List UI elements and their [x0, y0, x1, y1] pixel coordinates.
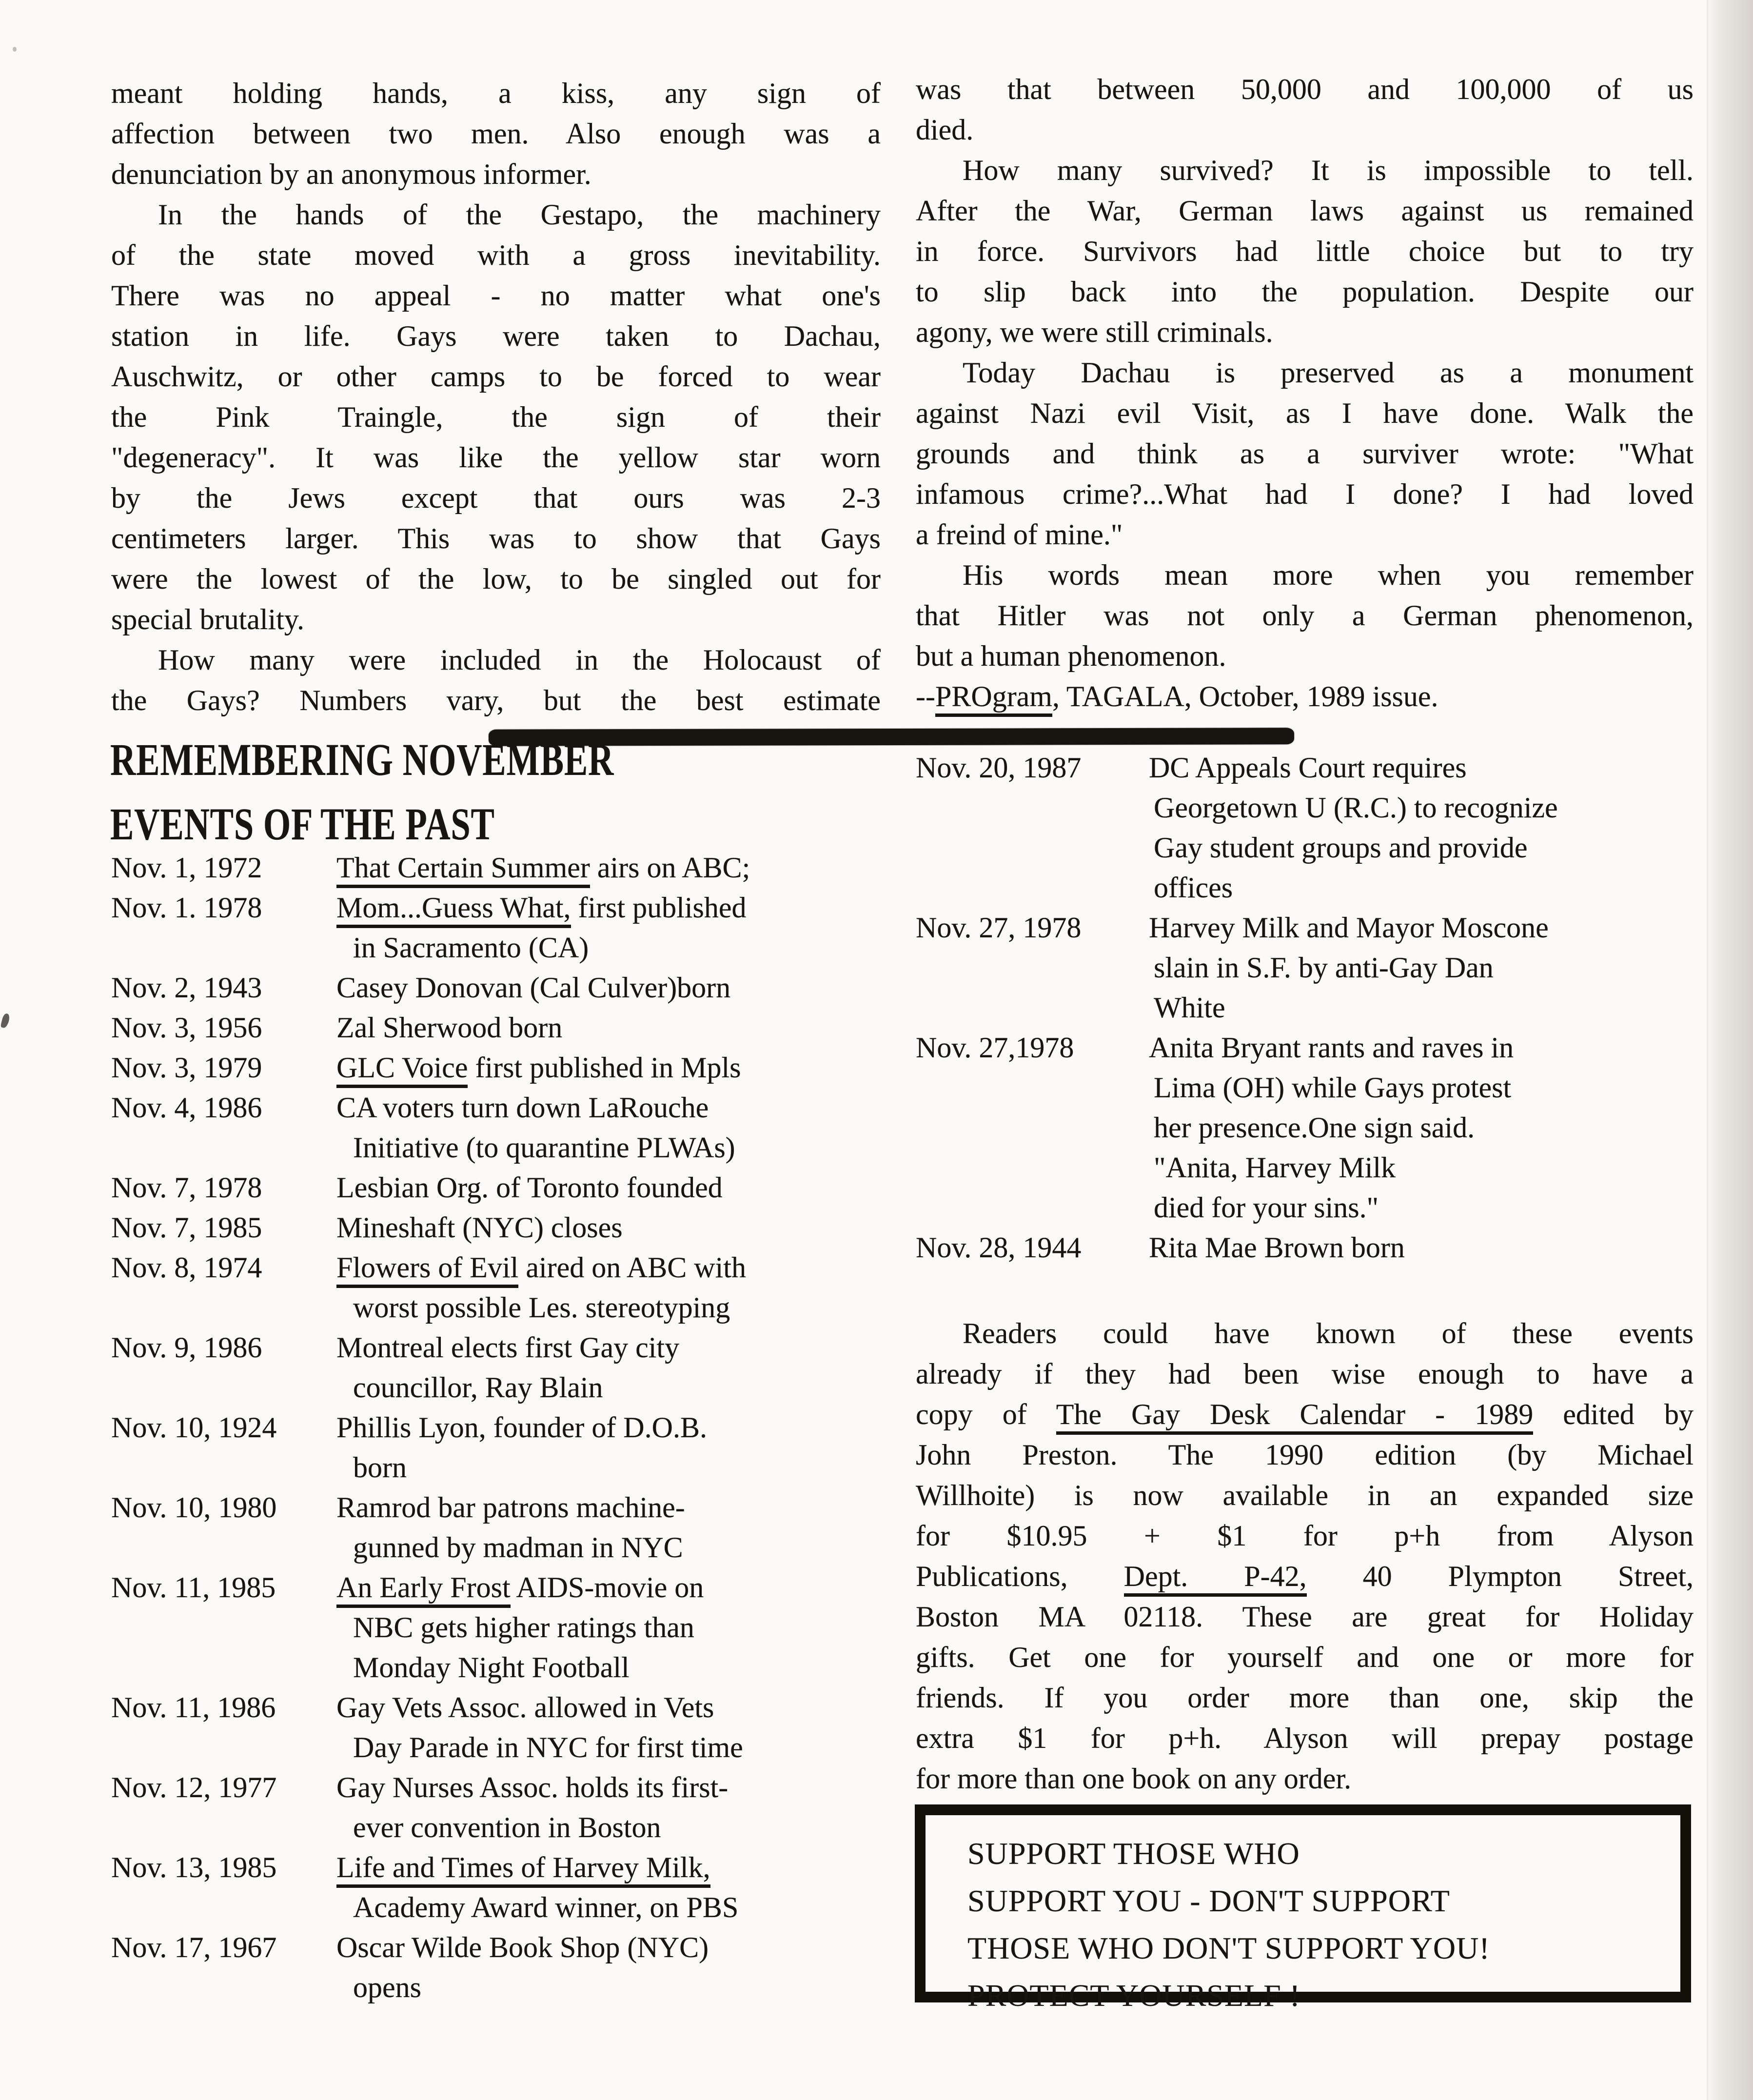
calendar-note	[916, 1313, 1694, 1799]
event-date: Nov. 17, 1967	[111, 1931, 277, 1963]
event-row	[111, 1487, 896, 1567]
text-line: Boston MA 02118. These are great for Holiday	[916, 1601, 1694, 1633]
text-line: agony, we were still criminals.	[916, 316, 1273, 348]
text-line: station in life. Gays were taken to Dachau,	[111, 320, 881, 352]
event-description	[336, 1048, 896, 1088]
event-description	[336, 1088, 896, 1168]
text-line: Readers could have known of these events	[963, 1317, 1694, 1349]
event-row	[111, 888, 896, 968]
text-line: CA voters turn down LaRouche	[336, 1091, 709, 1124]
text-line: SUPPORT YOU - DON'T SUPPORT	[967, 1883, 1450, 1918]
event-date: Nov. 12, 1977	[111, 1771, 277, 1803]
event-date: Nov. 27, 1978	[916, 911, 1082, 944]
event-row	[916, 908, 1701, 1028]
text-line: Gay Vets Assoc. allowed in Vets	[336, 1691, 714, 1724]
event-row	[111, 1168, 896, 1208]
event-description	[336, 1248, 896, 1327]
text-line: copy of The Gay Desk Calendar - 1989 edited by	[916, 1394, 1694, 1435]
text-line: that Hitler was not only a German phenomenon,	[916, 599, 1694, 632]
event-description	[336, 1487, 896, 1567]
text-line: worst possible Les. stereotyping	[353, 1291, 730, 1324]
event-description	[336, 1687, 896, 1767]
underlined-text: GLC Voice	[336, 1051, 468, 1088]
scan-artifact	[13, 47, 17, 52]
text-line: gunned by madman in NYC	[353, 1531, 683, 1564]
text-line: Mom...Guess What, first published	[336, 888, 896, 928]
text-line: His words mean more when you remember	[963, 559, 1694, 591]
event-description	[336, 1767, 896, 1847]
text-line: Day Parade in NYC for first time	[353, 1731, 743, 1763]
text-line: Flowers of Evil aired on ABC with	[336, 1248, 896, 1288]
text-line: were the lowest of the low, to be singled out for	[111, 563, 881, 595]
text-line: "Anita, Harvey Milk	[1154, 1151, 1396, 1184]
text-line: --PROgram, TAGALA, October, 1989 issue.	[916, 676, 1694, 717]
event-description	[336, 888, 896, 968]
text-line: Casey Donovan (Cal Culver)born	[336, 971, 731, 1004]
section-heading	[110, 734, 756, 851]
text-line: Academy Award winner, on PBS	[353, 1891, 739, 1923]
text-line: a freind of mine."	[916, 518, 1123, 551]
text-line: Mineshaft (NYC) closes	[336, 1211, 623, 1244]
text-line: friends. If you order more than one, skip the	[916, 1682, 1694, 1714]
text-line: offices	[1154, 872, 1233, 904]
support-box	[915, 1804, 1691, 2013]
event-row	[111, 1248, 896, 1327]
text-line: Lima (OH) while Gays protest	[1154, 1071, 1512, 1104]
text-line: for more than one book on any order.	[916, 1763, 1352, 1795]
underlined-text: That Certain Summer	[336, 852, 590, 888]
text-line: born	[353, 1451, 407, 1484]
event-date: Nov. 3, 1956	[111, 1011, 262, 1044]
events-list-left	[111, 848, 896, 2007]
event-date: Nov. 9, 1986	[111, 1331, 262, 1364]
event-row	[111, 1767, 896, 1847]
page-edge-shadow	[1706, 0, 1753, 2100]
event-row	[916, 1028, 1701, 1228]
underlined-text: PROgram	[935, 680, 1052, 717]
text-line: That Certain Summer airs on ABC;	[336, 848, 896, 888]
event-description	[336, 1567, 896, 1687]
text-line: was that between 50,000 and 100,000 of us	[916, 73, 1694, 105]
event-description	[336, 1407, 896, 1487]
text-line: Anita Bryant rants and raves in	[1149, 1031, 1514, 1064]
text-line: Ramrod bar patrons machine-	[336, 1491, 685, 1524]
text-line: to slip back into the population. Despite our	[916, 276, 1694, 308]
text-line: gifts. Get one for yourself and one or more for	[916, 1641, 1694, 1673]
event-row	[111, 848, 896, 888]
text-line: Willhoite) is now available in an expanded size	[916, 1479, 1694, 1511]
text-line: There was no appeal - no matter what one's	[111, 279, 881, 312]
text-line: infamous crime?...What had I done? I had loved	[916, 478, 1694, 510]
event-row	[111, 1008, 896, 1048]
text-line: affection between two men. Also enough was a	[111, 118, 881, 150]
text-line: John Preston. The 1990 edition (by Michael	[916, 1439, 1694, 1471]
text-line: extra $1 for p+h. Alyson will prepay postage	[916, 1722, 1694, 1754]
event-date: Nov. 1, 1972	[111, 852, 262, 884]
text-line: Monday Night Football	[353, 1651, 630, 1684]
underlined-text: An Early Frost	[336, 1571, 511, 1608]
event-date: Nov. 10, 1980	[111, 1491, 277, 1524]
text-line: the Pink Traingle, the sign of their	[111, 401, 881, 433]
event-date: Nov. 27,1978	[916, 1031, 1074, 1064]
event-description	[336, 1847, 896, 1927]
event-description	[1149, 908, 1701, 1028]
text-line: slain in S.F. by anti-Gay Dan	[1154, 951, 1494, 984]
text-line: Georgetown U (R.C.) to recognize	[1154, 792, 1558, 824]
text-line: GLC Voice first published in Mpls	[336, 1048, 896, 1088]
text-line: Publications, Dept. P-42, 40 Plympton Street,	[916, 1556, 1694, 1597]
text-line: Rita Mae Brown born	[1149, 1231, 1405, 1264]
section-heading-line2: EVENTS OF THE PAST	[110, 799, 495, 850]
event-row	[111, 1407, 896, 1487]
event-description	[336, 968, 896, 1008]
text-line: died for your sins."	[1154, 1191, 1379, 1224]
text-line: centimeters larger. This was to show that Gays	[111, 522, 881, 555]
text-line: opens	[353, 1971, 421, 2003]
text-line: in Sacramento (CA)	[353, 931, 589, 964]
text-line: but a human phenomenon.	[916, 640, 1226, 672]
event-row	[111, 1048, 896, 1088]
event-date: Nov. 2, 1943	[111, 971, 262, 1004]
scan-artifact	[0, 1013, 11, 1029]
event-row	[111, 1327, 896, 1407]
event-row	[111, 1088, 896, 1168]
text-line: Today Dachau is preserved as a monument	[963, 357, 1694, 389]
text-line: died.	[916, 114, 974, 146]
event-description	[336, 1168, 896, 1208]
text-line: SUPPORT THOSE WHO	[967, 1836, 1300, 1871]
text-line: White	[1154, 991, 1225, 1024]
text-line: Zal Sherwood born	[336, 1011, 563, 1044]
underlined-text: Mom...Guess What,	[336, 892, 571, 928]
text-line: meant holding hands, a kiss, any sign of	[111, 77, 881, 109]
text-line: in force. Survivors had little choice but to try	[916, 235, 1694, 267]
event-description	[336, 1927, 896, 2007]
event-description	[1149, 1028, 1701, 1228]
text-line: Phillis Lyon, founder of D.O.B.	[336, 1411, 707, 1444]
text-line: "degeneracy". It was like the yellow star worn	[111, 441, 881, 474]
text-line	[336, 1847, 896, 1887]
text-line: An Early Frost AIDS-movie on	[336, 1567, 896, 1607]
event-description	[336, 1327, 896, 1407]
event-row	[916, 748, 1701, 908]
text-line: After the War, German laws against us remained	[916, 195, 1694, 227]
event-date: Nov. 11, 1986	[111, 1691, 276, 1724]
text-line: NBC gets higher ratings than	[353, 1611, 694, 1644]
event-date: Nov. 4, 1986	[111, 1091, 262, 1124]
text-line: for $10.95 + $1 for p+h from Alyson	[916, 1520, 1694, 1552]
text-line: PROTECT YOURSELF !	[967, 1978, 1300, 2013]
event-date: Nov. 1. 1978	[111, 892, 262, 924]
event-row	[111, 1927, 896, 2007]
event-date: Nov. 8, 1974	[111, 1251, 262, 1284]
text-line: of the state moved with a gross inevitability.	[111, 239, 881, 271]
event-row	[111, 1208, 896, 1248]
event-date: Nov. 28, 1944	[916, 1231, 1082, 1264]
underlined-text: Flowers of Evil	[336, 1251, 518, 1288]
events-list-right	[916, 748, 1701, 1268]
event-description	[1149, 748, 1701, 908]
text-line: THOSE WHO DON'T SUPPORT YOU!	[967, 1931, 1490, 1965]
text-line: the Gays? Numbers vary, but the best estimate	[111, 684, 881, 716]
underlined-text: Dept. P-42,	[1124, 1560, 1307, 1597]
text-line: her presence.One sign said.	[1154, 1111, 1475, 1144]
text-line: Oscar Wilde Book Shop (NYC)	[336, 1931, 709, 1963]
event-description	[336, 1008, 896, 1048]
underlined-text: Life and Times of Harvey Milk,	[336, 1851, 710, 1888]
event-date: Nov. 7, 1985	[111, 1211, 262, 1244]
text-line: DC Appeals Court requires	[1149, 752, 1467, 784]
text-line: ever convention in Boston	[353, 1811, 661, 1843]
text-line: already if they had been wise enough to have a	[916, 1358, 1694, 1390]
text-line: Lesbian Org. of Toronto founded	[336, 1171, 723, 1204]
event-date: Nov. 20, 1987	[916, 752, 1082, 784]
text-line: special brutality.	[111, 603, 304, 635]
text-line: Montreal elects first Gay city	[336, 1331, 680, 1364]
text-line: Auschwitz, or other camps to be forced to wear	[111, 360, 881, 393]
article-right-column	[916, 69, 1694, 717]
event-row	[111, 1687, 896, 1767]
event-date: Nov. 7, 1978	[111, 1171, 262, 1204]
text-line: In the hands of the Gestapo, the machinery	[158, 198, 881, 231]
text-line: How many survived? It is impossible to tell.	[963, 154, 1694, 186]
underlined-text: The Gay Desk Calendar - 1989	[1056, 1398, 1534, 1435]
text-line: Gay Nurses Assoc. holds its first-	[336, 1771, 729, 1803]
event-date: Nov. 11, 1985	[111, 1571, 276, 1604]
article-left-column	[111, 73, 881, 721]
text-line: Harvey Milk and Mayor Moscone	[1149, 911, 1549, 944]
event-description	[1149, 1228, 1701, 1268]
event-row	[916, 1228, 1701, 1268]
text-line: by the Jews except that ours was 2-3	[111, 482, 881, 514]
event-date: Nov. 10, 1924	[111, 1411, 277, 1444]
event-description	[336, 1208, 896, 1248]
event-row	[111, 968, 896, 1008]
event-row	[111, 1847, 896, 1927]
text-line: denunciation by an anonymous informer.	[111, 158, 591, 190]
event-date: Nov. 3, 1979	[111, 1051, 262, 1084]
text-line: Gay student groups and provide	[1154, 832, 1528, 864]
text-line: How many were included in the Holocaust of	[158, 644, 881, 676]
text-line: grounds and think as a surviver wrote: "What	[916, 437, 1694, 470]
event-date: Nov. 13, 1985	[111, 1851, 277, 1883]
event-row	[111, 1567, 896, 1687]
text-line: councillor, Ray Blain	[353, 1371, 603, 1404]
text-line: against Nazi evil Visit, as I have done. Walk the	[916, 397, 1694, 429]
section-heading-line1: REMEMBERING NOVEMBER	[110, 735, 614, 785]
event-description	[336, 848, 896, 888]
text-line: Initiative (to quarantine PLWAs)	[353, 1131, 735, 1164]
